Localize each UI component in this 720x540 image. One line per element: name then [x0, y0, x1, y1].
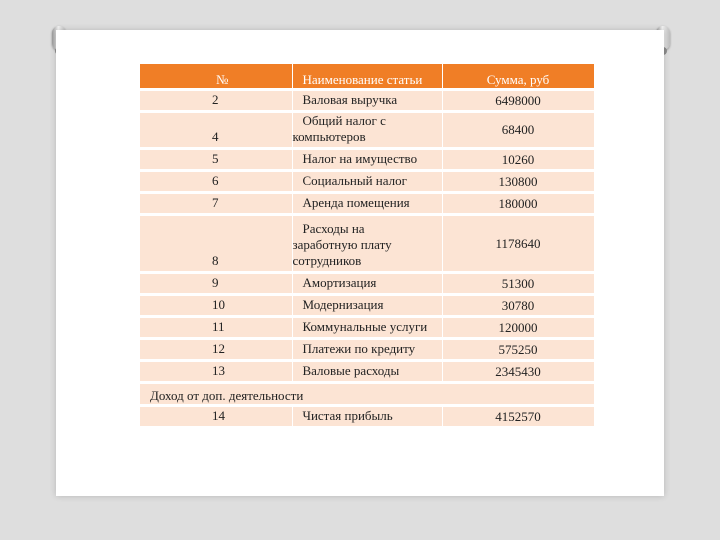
- section-label: Доход от доп. деятельности: [140, 383, 594, 406]
- table-row: [140, 90, 594, 112]
- header-num: №: [140, 64, 292, 90]
- row-num: 11: [140, 317, 292, 339]
- table-row: [140, 361, 594, 383]
- table-row: [140, 215, 594, 273]
- row-sum: 575250: [442, 339, 594, 361]
- row-sum: 120000: [442, 317, 594, 339]
- table-row: [140, 171, 594, 193]
- financial-table: [140, 64, 595, 429]
- row-name-line: сотрудников: [292, 253, 362, 268]
- row-num: 7: [140, 193, 292, 215]
- row-num: 10: [140, 295, 292, 317]
- row-num: 8: [140, 215, 292, 273]
- row-num: 13: [140, 361, 292, 383]
- row-num: 2: [140, 90, 292, 112]
- row-name: Чистая прибыль: [292, 406, 442, 428]
- section-row: [140, 383, 594, 406]
- row-num: 12: [140, 339, 292, 361]
- row-sum: 51300: [442, 273, 594, 295]
- row-sum: 4152570: [442, 406, 594, 428]
- row-num: 4: [140, 112, 292, 149]
- row-sum: 68400: [442, 112, 594, 149]
- row-sum: 10260: [442, 149, 594, 171]
- table-row: [140, 149, 594, 171]
- row-sum: 2345430: [442, 361, 594, 383]
- row-name: Социальный налог: [292, 171, 442, 193]
- row-name: [292, 215, 442, 273]
- row-name-line: Расходы на: [302, 221, 365, 236]
- table-row: [140, 112, 594, 149]
- row-num: 5: [140, 149, 292, 171]
- row-sum: 30780: [442, 295, 594, 317]
- table-row: [140, 339, 594, 361]
- row-name-line: заработную плату: [292, 237, 392, 252]
- row-sum: 1178640: [442, 215, 594, 273]
- row-name-line: компьютеров: [292, 129, 366, 144]
- row-name: Валовые расходы: [292, 361, 442, 383]
- header-name: Наименование статьи: [292, 64, 442, 90]
- table-row: [140, 295, 594, 317]
- table-row: [140, 273, 594, 295]
- row-num: 14: [140, 406, 292, 428]
- row-name: [292, 112, 442, 149]
- row-sum: 6498000: [442, 90, 594, 112]
- row-name: Валовая выручка: [292, 90, 442, 112]
- row-name: Амортизация: [292, 273, 442, 295]
- row-name-line: Общий налог с: [302, 113, 386, 128]
- row-name: Налог на имущество: [292, 149, 442, 171]
- row-num: 6: [140, 171, 292, 193]
- row-name: Платежи по кредиту: [292, 339, 442, 361]
- table-row-total: [140, 406, 594, 428]
- header-sum: Сумма, руб: [442, 64, 594, 90]
- row-name: Аренда помещения: [292, 193, 442, 215]
- row-name: Коммунальные услуги: [292, 317, 442, 339]
- table-row: [140, 193, 594, 215]
- row-num: 9: [140, 273, 292, 295]
- table-header-row: [140, 64, 594, 90]
- table-row: [140, 317, 594, 339]
- row-name: Модернизация: [292, 295, 442, 317]
- row-sum: 130800: [442, 171, 594, 193]
- row-sum: 180000: [442, 193, 594, 215]
